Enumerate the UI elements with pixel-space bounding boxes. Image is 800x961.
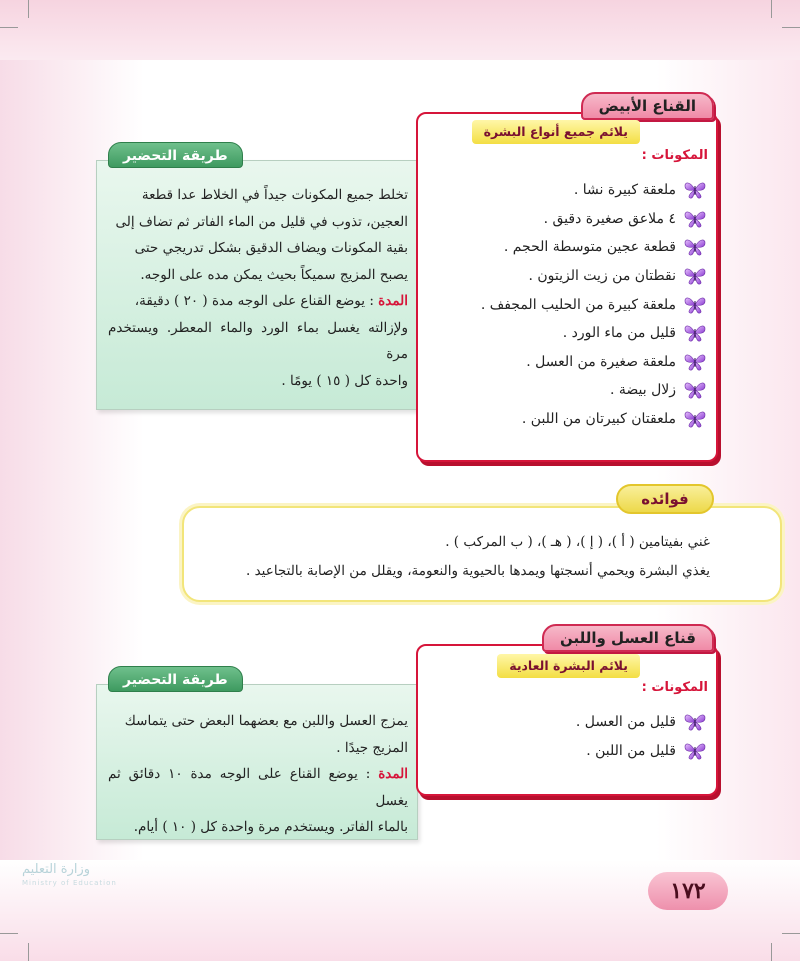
ministry-logo	[22, 862, 172, 922]
white-mask-prep-title: طريقة التحضير	[108, 142, 243, 168]
honey-mask-suits-badge: يلائم البشرة العادية	[497, 654, 640, 678]
butterfly-icon	[684, 295, 706, 315]
butterfly-icon	[684, 409, 706, 429]
honey-mask-prep-text	[108, 708, 408, 841]
prep-line: يمزج العسل واللبن مع بعضهما البعض حتى يتماسك	[124, 713, 408, 729]
list-item	[481, 319, 706, 348]
ingredient-text: قليل من العسل .	[575, 714, 676, 731]
ingredient-text: ملعقة صغيرة من العسل .	[526, 353, 676, 370]
ingredient-text: ملعقة كبيرة من الحليب المجفف .	[480, 296, 676, 313]
butterfly-icon	[684, 380, 706, 400]
prep-line: العجين، تذوب في قليل من الماء الفاتر ثم تضاف إلى	[115, 213, 408, 230]
benefits-title: فوائده	[616, 484, 714, 514]
duration-text: : يوضع القناع على الوجه مدة ١٠ دقائق ثم يغسل	[108, 766, 408, 809]
honey-mask-prep-title: طريقة التحضير	[108, 666, 243, 692]
prep-line: المزيج جيدًا .	[336, 739, 408, 756]
prep-line: بقية المكونات ويضاف الدقيق بشكل تدريجي حتى	[134, 240, 408, 256]
butterfly-icon	[684, 352, 706, 372]
honey-mask-ingredients-label: المكونات :	[641, 680, 708, 695]
ingredient-text: ملعقة كبيرة نشا .	[573, 182, 676, 199]
list-item	[481, 262, 706, 291]
butterfly-icon	[684, 180, 706, 200]
crop-mark	[28, 943, 29, 961]
list-item	[481, 405, 706, 434]
prep-line: واحدة كل ( ١٥ ) يومًا .	[281, 372, 408, 389]
ingredient-text: زلال بيضة .	[609, 382, 676, 399]
prep-line: ولإزالته يغسل بماء الورد والماء المعطر. ويستخدم مرة	[108, 319, 408, 362]
butterfly-icon	[684, 237, 706, 257]
benefit-line: غني بفيتامين ( أ )، ( إ )، ( هـ )، ( ب المركب ) .	[445, 534, 710, 550]
white-mask-suits-badge: يلائم جميع أنواع البشرة	[472, 120, 640, 144]
white-mask-ingredients-list	[481, 176, 706, 433]
prep-line: يصبح المزيج سميكاً بحيث يمكن مده على الوجه.	[140, 266, 408, 283]
crop-mark	[782, 27, 800, 28]
ingredient-text: قطعة عجين متوسطة الحجم .	[503, 239, 676, 256]
butterfly-icon	[684, 741, 706, 761]
ingredient-text: نقطتان من زيت الزيتون .	[528, 268, 676, 285]
list-item	[481, 233, 706, 262]
honey-mask-title: قناع العسل واللبن	[542, 624, 714, 652]
prep-duration	[108, 288, 408, 315]
list-item	[481, 205, 706, 234]
white-mask-title: القناع الأبيض	[581, 92, 714, 120]
ingredient-text: ملعقتان كبيرتان من اللبن .	[521, 411, 676, 428]
ingredient-text: قليل من ماء الورد .	[562, 325, 676, 342]
white-mask-ingredients-label: المكونات :	[641, 148, 708, 163]
prep-line: بالماء الفاتر. ويستخدم مرة واحدة كل ( ١٠ ) أيام.	[133, 819, 408, 835]
list-item	[576, 708, 706, 737]
benefit-line: يغذي البشرة ويحمي أنسجتها ويمدها بالحيوية والنعومة، ويقلل من الإصابة بالتجاعيد .	[246, 563, 710, 579]
list-item	[481, 176, 706, 205]
butterfly-icon	[684, 323, 706, 343]
ministry-name-en: Ministry of Education	[22, 879, 117, 887]
list-item	[576, 737, 706, 766]
honey-mask-ingredients-list	[576, 708, 706, 765]
butterfly-icon	[684, 266, 706, 286]
white-mask-prep-text	[108, 182, 408, 394]
duration-label: المدة	[378, 293, 408, 309]
crop-mark	[28, 0, 29, 18]
crop-mark	[771, 0, 772, 18]
page-number: ١٧٢	[648, 872, 728, 910]
duration-label: المدة	[378, 766, 409, 782]
crop-mark	[771, 943, 772, 961]
prep-line: تخلط جميع المكونات جيداً في الخلاط عدا قطعة	[141, 187, 408, 203]
duration-text: : يوضع القناع على الوجه مدة ( ٢٠ ) دقيقة،	[134, 293, 374, 309]
ministry-name: وزارة التعليم	[22, 862, 91, 877]
ingredient-text: قليل من اللبن .	[586, 742, 676, 759]
list-item	[481, 348, 706, 377]
ingredient-text: ٤ ملاعق صغيرة دقيق .	[543, 210, 676, 227]
list-item	[481, 376, 706, 405]
crop-mark	[0, 933, 18, 934]
butterfly-icon	[684, 712, 706, 732]
crop-mark	[0, 27, 18, 28]
benefits-box	[182, 506, 782, 602]
list-item	[481, 290, 706, 319]
butterfly-icon	[684, 209, 706, 229]
prep-duration	[108, 761, 408, 814]
crop-mark	[782, 933, 800, 934]
